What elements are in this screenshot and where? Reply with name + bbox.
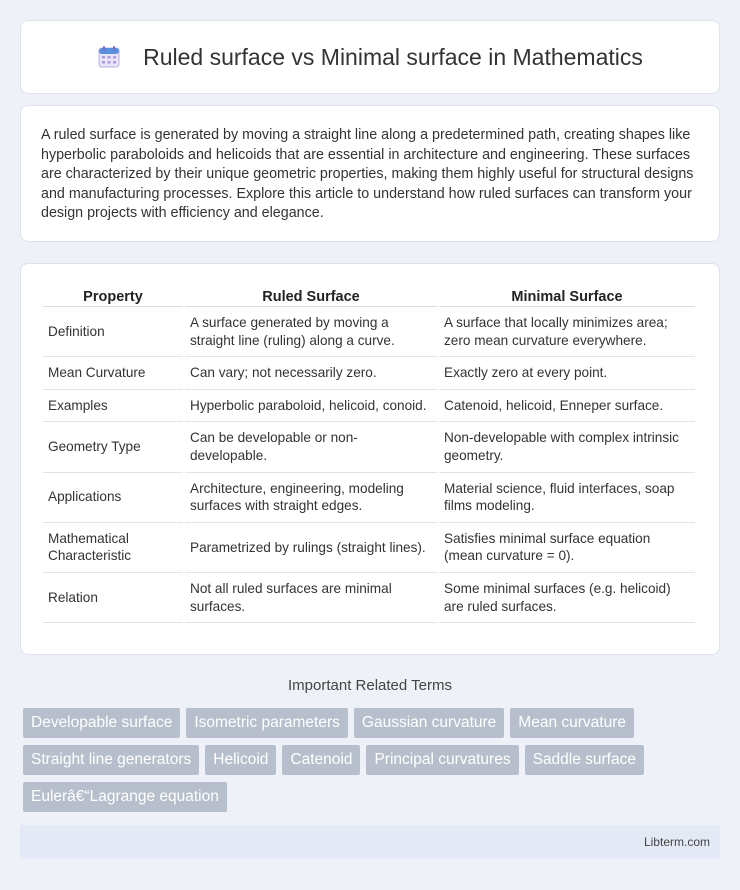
table-row	[43, 422, 695, 472]
related-term-tag[interactable]: Eulerâ€“Lagrange equation	[23, 782, 227, 812]
cell-property: Applications	[43, 473, 183, 523]
cell-property: Mathematical Characteristic	[43, 523, 183, 573]
table-header-row	[43, 286, 695, 307]
related-term-tag[interactable]: Straight line generators	[23, 745, 199, 775]
table-row	[43, 523, 695, 573]
header-ruled-surface: Ruled Surface	[185, 286, 437, 307]
cell-minimal-surface: Non-developable with complex intrinsic geometry.	[439, 422, 695, 472]
related-term-tag[interactable]: Saddle surface	[525, 745, 644, 775]
comparison-card	[20, 263, 720, 655]
related-term-tag[interactable]: Principal curvatures	[366, 745, 518, 775]
title-card	[20, 20, 720, 94]
cell-property: Geometry Type	[43, 422, 183, 472]
table-row	[43, 573, 695, 623]
cell-minimal-surface: Catenoid, helicoid, Enneper surface.	[439, 390, 695, 423]
cell-ruled-surface: Hyperbolic paraboloid, helicoid, conoid.	[185, 390, 437, 423]
header-property: Property	[43, 286, 183, 307]
related-term-tag[interactable]: Gaussian curvature	[354, 708, 504, 738]
page-title: Ruled surface vs Minimal surface in Mathematics	[143, 43, 643, 70]
related-term-tag[interactable]: Helicoid	[205, 745, 276, 775]
related-term-tag[interactable]: Catenoid	[282, 745, 360, 775]
cell-minimal-surface: Satisfies minimal surface equation (mean curvature = 0).	[439, 523, 695, 573]
footer-site[interactable]: Libterm.com	[643, 835, 710, 849]
calendar-icon	[97, 45, 121, 69]
related-term-tag[interactable]: Mean curvature	[510, 708, 634, 738]
cell-property: Definition	[43, 307, 183, 357]
cell-minimal-surface: Exactly zero at every point.	[439, 357, 695, 390]
related-terms-title: Important Related Terms	[288, 677, 452, 694]
related-terms-list	[23, 708, 723, 819]
table-row	[43, 307, 695, 357]
cell-ruled-surface: Can be developable or non-developable.	[185, 422, 437, 472]
table-row	[43, 390, 695, 423]
comparison-table	[41, 286, 697, 623]
cell-ruled-surface: Architecture, engineering, modeling surfaces with straight edges.	[185, 473, 437, 523]
cell-ruled-surface: Not all ruled surfaces are minimal surfaces.	[185, 573, 437, 623]
cell-ruled-surface: A surface generated by moving a straight line (ruling) along a curve.	[185, 307, 437, 357]
cell-ruled-surface: Parametrized by rulings (straight lines).	[185, 523, 437, 573]
footer	[20, 825, 720, 859]
related-term-tag[interactable]: Developable surface	[23, 708, 180, 738]
intro-card	[20, 105, 720, 242]
cell-property: Examples	[43, 390, 183, 423]
cell-minimal-surface: Some minimal surfaces (e.g. helicoid) are ruled surfaces.	[439, 573, 695, 623]
table-row	[43, 473, 695, 523]
cell-property: Relation	[43, 573, 183, 623]
cell-minimal-surface: Material science, fluid interfaces, soap films modeling.	[439, 473, 695, 523]
cell-ruled-surface: Can vary; not necessarily zero.	[185, 357, 437, 390]
intro-text: A ruled surface is generated by moving a straight line along a predetermined path, creating shapes like hyperbolic paraboloids and helicoids that are essential in architecture and engineering. These surfaces are characterized by their unique geometric properties, making them highly useful for structural designs and manufacturing processes. Explore this article to understand how ruled surfaces can transform your design projects with efficiency and elegance.	[41, 127, 694, 222]
header-minimal-surface: Minimal Surface	[439, 286, 695, 307]
related-term-tag[interactable]: Isometric parameters	[186, 708, 348, 738]
cell-minimal-surface: A surface that locally minimizes area; zero mean curvature everywhere.	[439, 307, 695, 357]
cell-property: Mean Curvature	[43, 357, 183, 390]
table-row	[43, 357, 695, 390]
